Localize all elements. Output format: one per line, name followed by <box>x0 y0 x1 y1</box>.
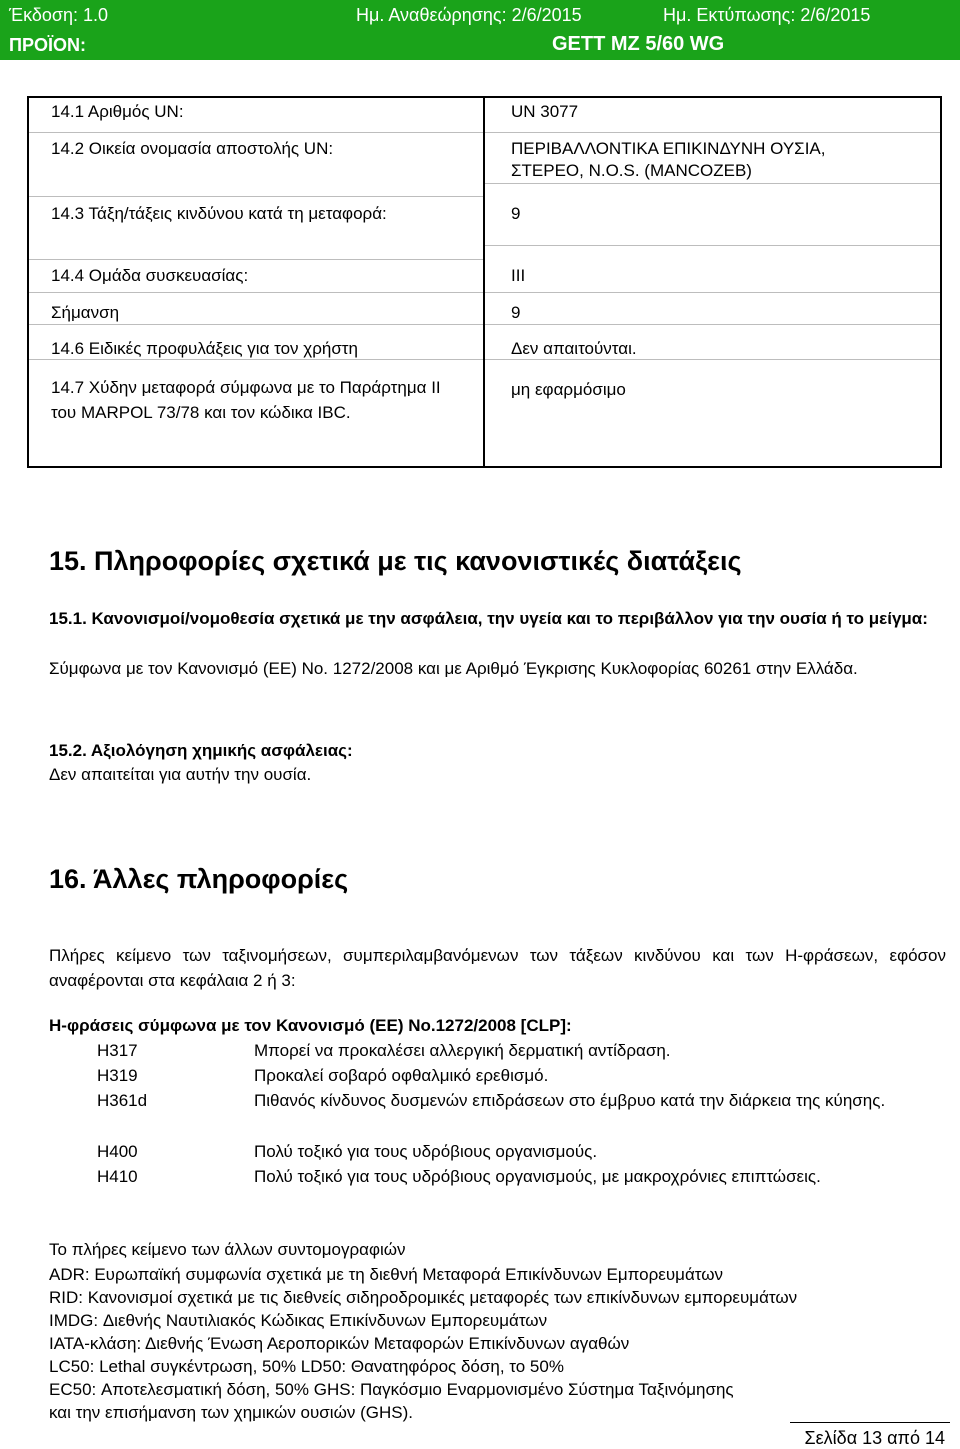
transport-value-marking: 9 <box>511 303 521 322</box>
abbreviation-rid: RID: Κανονισμοί σχετικά με τις διεθνείς σιδηροδρομικές μεταφορές των επικίνδυνων εμπορευμάτων <box>49 1288 798 1307</box>
product-name: GETT MZ 5/60 WG <box>552 33 725 55</box>
section-15-1-text: Σύμφωνα με τον Κανονισμό (ΕΕ) No. 1272/2008 και με Αριθμό Έγκρισης Κυκλοφορίας 60261 στην Ελλάδα. <box>49 659 858 678</box>
transport-label-user-precautions: 14.6 Ειδικές προφυλάξεις για τον χρήστη <box>51 339 358 358</box>
header-bar-product <box>0 30 960 60</box>
h-phrase-text: Προκαλεί σοβαρό οφθαλμικό ερεθισμό. <box>254 1066 549 1085</box>
abbreviation-ec50: EC50: Αποτελεσματική δόση, 50% GHS: Παγκόσμιο Εναρμονισμένο Σύστημα Ταξινόμησης <box>49 1380 734 1399</box>
transport-label-hazard-class: 14.3 Τάξη/τάξεις κινδύνου κατά τη μεταφορά: <box>51 204 387 223</box>
abbreviation-adr: ADR: Ευρωπαϊκή συμφωνία σχετικά με τη διεθνή Μεταφορά Επικίνδυνων Εμπορευμάτων <box>49 1265 724 1284</box>
revision-date: Ημ. Αναθεώρησης: 2/6/2015 <box>356 5 582 25</box>
transport-value-hazard-class: 9 <box>511 204 521 223</box>
h-phrase-text: Μπορεί να προκαλέσει αλλεργική δερματική αντίδραση. <box>254 1041 671 1060</box>
h-phrase-code: H361d <box>97 1091 148 1110</box>
transport-value-un-number: UN 3077 <box>511 102 579 121</box>
transport-label-bulk-transport: 14.7 Χύδην μεταφορά σύμφωνα με το Παράρτημα II του MARPOL 73/78 και τον κώδικα IBC. <box>51 378 441 422</box>
product-label: ΠΡΟΪΟΝ: <box>9 35 87 55</box>
transport-label-marking: Σήμανση <box>51 303 120 322</box>
section-15-2-text: Δεν απαιτείται για αυτήν την ουσία. <box>49 765 312 784</box>
section-16-heading: 16. Άλλες πληροφορίες <box>49 864 349 894</box>
transport-value-bulk-transport: μη εφαρμόσιμο <box>511 380 626 399</box>
transport-label-un-number: 14.1 Αριθμός UN: <box>51 102 184 121</box>
transport-value-shipping-name: ΠΕΡΙΒΑΛΛΟΝΤΙΚΑ ΕΠΙΚΙΝΔΥΝΗ ΟΥΣΙΑ, ΣΤΕΡΕΟ, N.O.S. (MANCOZEB) <box>511 139 826 180</box>
page-number: Σελίδα 13 από 14 <box>804 1428 945 1448</box>
h-phrase-text: Πολύ τοξικό για τους υδρόβιους οργανισμούς. <box>254 1142 598 1161</box>
print-date: Ημ. Εκτύπωσης: 2/6/2015 <box>663 5 871 25</box>
abbreviation-imdg: IMDG: Διεθνής Ναυτιλιακός Κώδικας Επικίνδυνων Εμπορευμάτων <box>49 1311 548 1330</box>
transport-value-user-precautions: Δεν απαιτούνται. <box>511 339 637 358</box>
section-15-1-title: 15.1. Κανονισμοί/νομοθεσία σχετικά με την ασφάλεια, την υγεία και το περιβάλλον για την ουσία ή το μείγμα: <box>49 609 928 628</box>
transport-label-packing-group: 14.4 Ομάδα συσκευασίας: <box>51 266 249 285</box>
header-bar-top <box>0 0 960 30</box>
h-phrase-text: Πιθανός κίνδυνος δυσμενών επιδράσεων στο έμβρυο κατά την διάρκεια της κύησης. <box>254 1091 886 1110</box>
transport-value-packing-group: III <box>511 266 526 285</box>
h-phrase-code: H400 <box>97 1142 138 1161</box>
h-phrase-code: H317 <box>97 1041 138 1060</box>
h-phrase-code: H319 <box>97 1066 138 1085</box>
section-16-intro: Πλήρες κείμενο των ταξινομήσεων, συμπεριλαμβανόμενων των τάξεων κινδύνου και των Η-φράσεων, εφόσον αναφέρονται στα κεφάλαια 2 ή 3: <box>49 946 946 990</box>
transport-label-shipping-name: 14.2 Οικεία ονομασία αποστολής UN: <box>51 139 334 158</box>
footer-divider <box>790 1422 950 1423</box>
h-phrase-text: Πολύ τοξικό για τους υδρόβιους οργανισμούς, με μακροχρόνιες επιπτώσεις. <box>254 1167 821 1186</box>
h-phrase-code: H410 <box>97 1167 138 1186</box>
abbreviation-ghs: και την επισήμανση των χημικών ουσιών (GHS). <box>49 1403 413 1422</box>
transport-table <box>27 96 942 468</box>
abbreviation-iata: IATA-κλάση: Διεθνής Ένωση Αεροπορικών Μεταφορών Επικίνδυνων αγαθών <box>49 1334 630 1353</box>
edition: Έκδοση: 1.0 <box>9 5 109 25</box>
abbreviation-lc50: LC50: Lethal συγκέντρωση, 50% LD50: Θανατηφόρος δόση, το 50% <box>49 1357 564 1376</box>
h-phrases-title: Η-φράσεις σύμφωνα με τον Κανονισμό (ΕΕ) No.1272/2008 [CLP]: <box>49 1016 572 1035</box>
section-15-2-title: 15.2. Αξιολόγηση χημικής ασφάλειας: <box>49 741 353 760</box>
section-15-heading: 15. Πληροφορίες σχετικά με τις κανονιστικές διατάξεις <box>49 546 742 576</box>
abbreviations-title: Το πλήρες κείμενο των άλλων συντομογραφιών <box>49 1240 406 1259</box>
